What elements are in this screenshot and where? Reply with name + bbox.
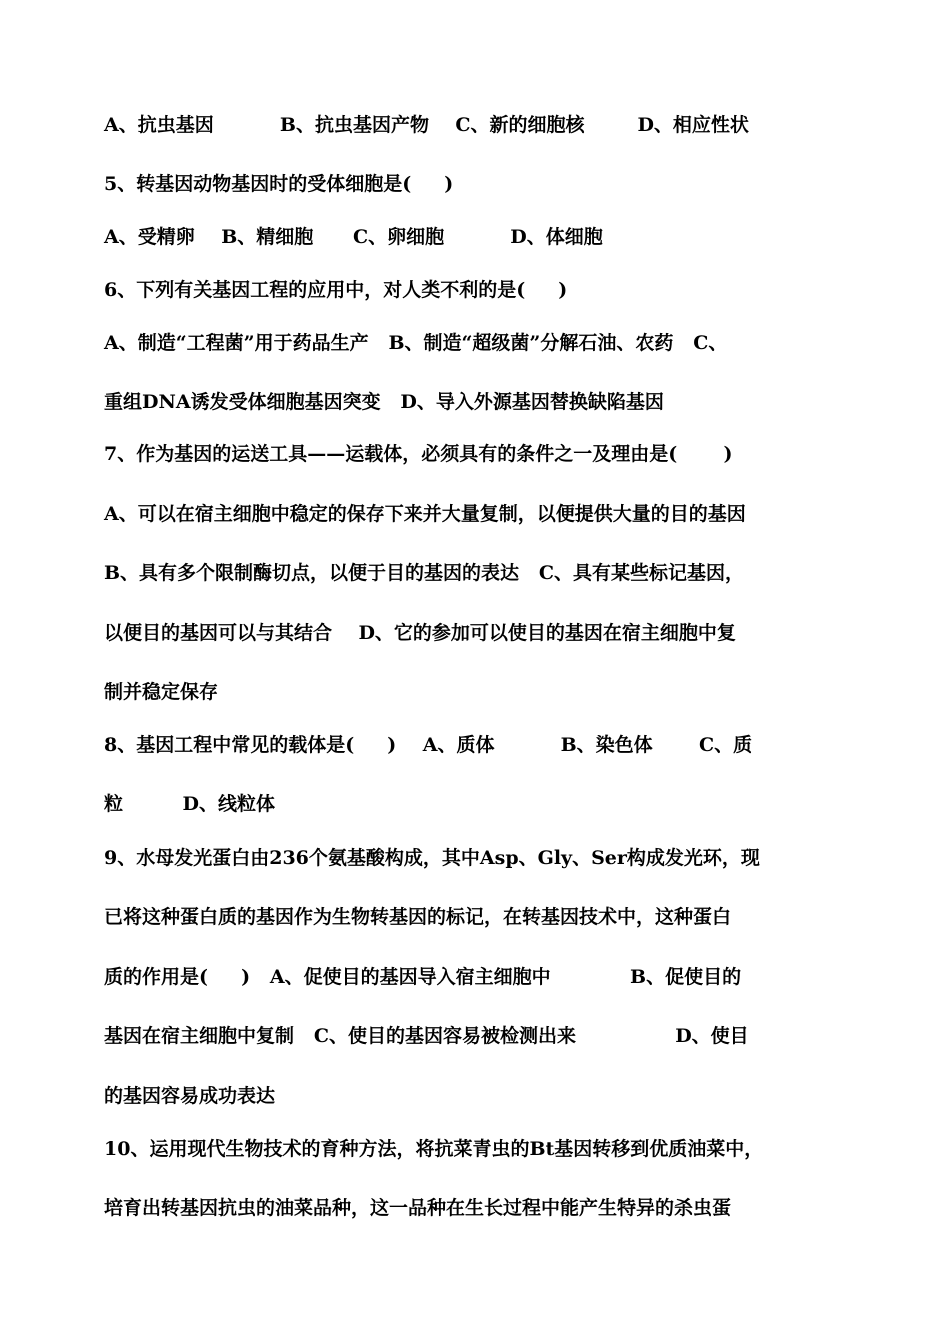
text-line: 8、基因工程中常见的载体是( ) A、质体 B、染色体 C、质 xyxy=(104,734,753,756)
text-line: 6、下列有关基因工程的应用中，对人类不利的是( ) xyxy=(104,279,568,301)
text-line: 已将这种蛋白质的基因作为生物转基因的标记，在转基因技术中，这种蛋白 xyxy=(104,906,732,928)
text-line: 的基因容易成功表达 xyxy=(104,1085,276,1107)
text-line: A、制造“工程菌”用于药品生产 B、制造“超级菌”分解石油、农药 C、 xyxy=(104,332,728,354)
text-line: 以便目的基因可以与其结合 D、它的参加可以使目的基因在宿主细胞中复 xyxy=(104,622,736,644)
text-line: 制并稳定保存 xyxy=(104,681,219,703)
text-line: 质的作用是( ) A、促使目的基因导入宿主细胞中 B、促使目的 xyxy=(104,966,742,988)
text-line: A、受精卵 B、精细胞 C、卵细胞 D、体细胞 xyxy=(104,226,603,248)
text-line: 10、运用现代生物技术的育种方法，将抗菜青虫的Bt基因转移到优质油菜中， xyxy=(104,1138,764,1160)
text-line: 基因在宿主细胞中复制 C、使目的基因容易被检测出来 D、使目 xyxy=(104,1025,749,1047)
text-line: 粒 D、线粒体 xyxy=(104,793,276,815)
text-line: 7、作为基因的运送工具——运载体，必须具有的条件之一及理由是( ) xyxy=(104,443,733,465)
text-line: 9、水母发光蛋白由236个氨基酸构成，其中Asp、Gly、Ser构成发光环，现 xyxy=(104,847,760,869)
text-line: 培育出转基因抗虫的油菜品种，这一品种在生长过程中能产生特异的杀虫蛋 xyxy=(104,1197,732,1219)
text-line: A、可以在宿主细胞中稳定的保存下来并大量复制，以便提供大量的目的基因 xyxy=(104,503,746,525)
text-line: 重组DNA诱发受体细胞基因突变 D、导入外源基因替换缺陷基因 xyxy=(104,391,664,413)
text-line: B、具有多个限制酶切点，以便于目的基因的表达 C、具有某些标记基因， xyxy=(104,562,745,584)
text-line: 5、转基因动物基因时的受体细胞是( ) xyxy=(104,173,454,195)
text-line: A、抗虫基因 B、抗虫基因产物 C、新的细胞核 D、相应性状 xyxy=(104,114,749,136)
document-page xyxy=(104,0,846,1342)
